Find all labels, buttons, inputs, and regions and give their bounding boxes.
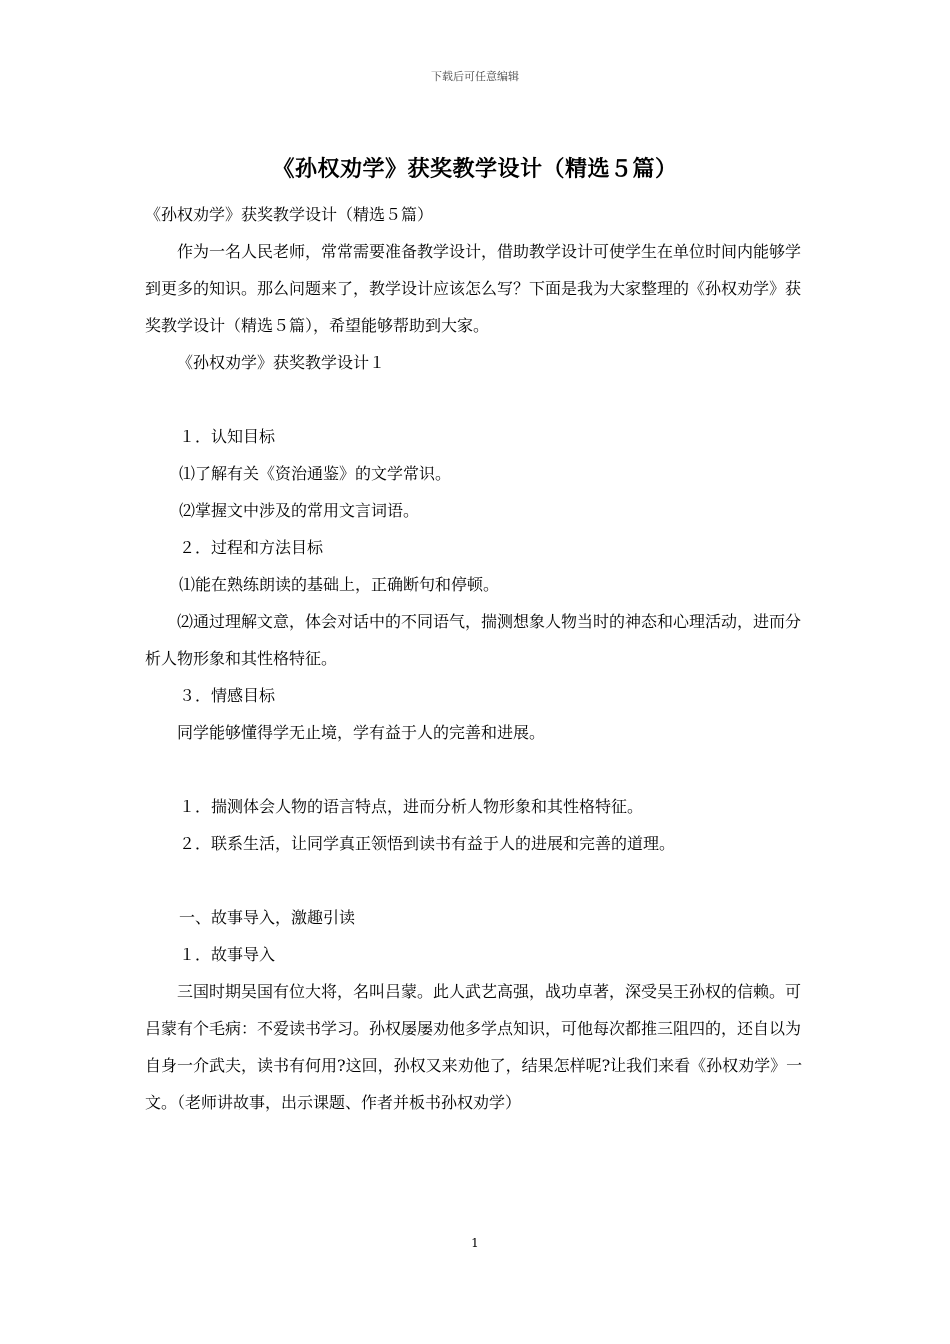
goal-item: ⑵通过理解文意，体会对话中的不同语气，揣测想象人物当时的神态和心理活动，进而分析人物形象和其性格特征。 xyxy=(145,612,802,668)
goal-item: 同学能够懂得学无止境，学有益于人的完善和进展。 xyxy=(177,723,546,742)
goal-heading: ３．情感目标 xyxy=(179,686,276,705)
spacer xyxy=(145,381,810,418)
document-body xyxy=(145,196,810,1121)
step-subheading: １．故事导入 xyxy=(179,945,276,964)
goal-heading: １．认知目标 xyxy=(179,427,276,446)
page-number: 1 xyxy=(471,1236,479,1250)
spacer xyxy=(145,751,810,788)
section-heading: 《孙权劝学》获奖教学设计１ xyxy=(177,353,386,372)
key-point: ２．联系生活，让同学真正领悟到读书有益于人的进展和完善的道理。 xyxy=(179,834,676,853)
goal-heading: ２．过程和方法目标 xyxy=(179,538,324,557)
key-point: １．揣测体会人物的语言特点，进而分析人物形象和其性格特征。 xyxy=(179,797,644,816)
goal-item: ⑴了解有关《资治通鉴》的文学常识。 xyxy=(179,464,452,483)
goal-item: ⑴能在熟练朗读的基础上，正确断句和停顿。 xyxy=(179,575,500,594)
story-paragraph: 三国时期吴国有位大将，名叫吕蒙。此人武艺高强，战功卓著，深受吴王孙权的信赖。可吕蒙有个毛病：不爱读书学习。孙权屡屡劝他多学点知识，可他每次都推三阻四的，还自以为自身一介武夫，读书有何用?这回，孙权又来劝他了，结果怎样呢?让我们来看《孙权劝学》一文。（老师讲故事，出示课题、作者并板书孙权劝学） xyxy=(145,982,803,1112)
subtitle: 《孙权劝学》获奖教学设计（精选５篇） xyxy=(145,205,434,224)
intro-paragraph: 作为一名人民老师，常常需要准备教学设计，借助教学设计可使学生在单位时间内能够学到更多的知识。那么问题来了，教学设计应该怎么写？下面是我为大家整理的《孙权劝学》获奖教学设计（精选５篇），希望能够帮助到大家。 xyxy=(145,242,802,335)
spacer xyxy=(145,862,810,899)
document-title: 《孙权劝学》获奖教学设计（精选５篇） xyxy=(272,157,678,182)
step-heading: 一、故事导入，激趣引读 xyxy=(179,908,356,927)
page-header: 下载后可任意编辑 xyxy=(431,70,519,83)
goal-item: ⑵掌握文中涉及的常用文言词语。 xyxy=(179,501,420,520)
